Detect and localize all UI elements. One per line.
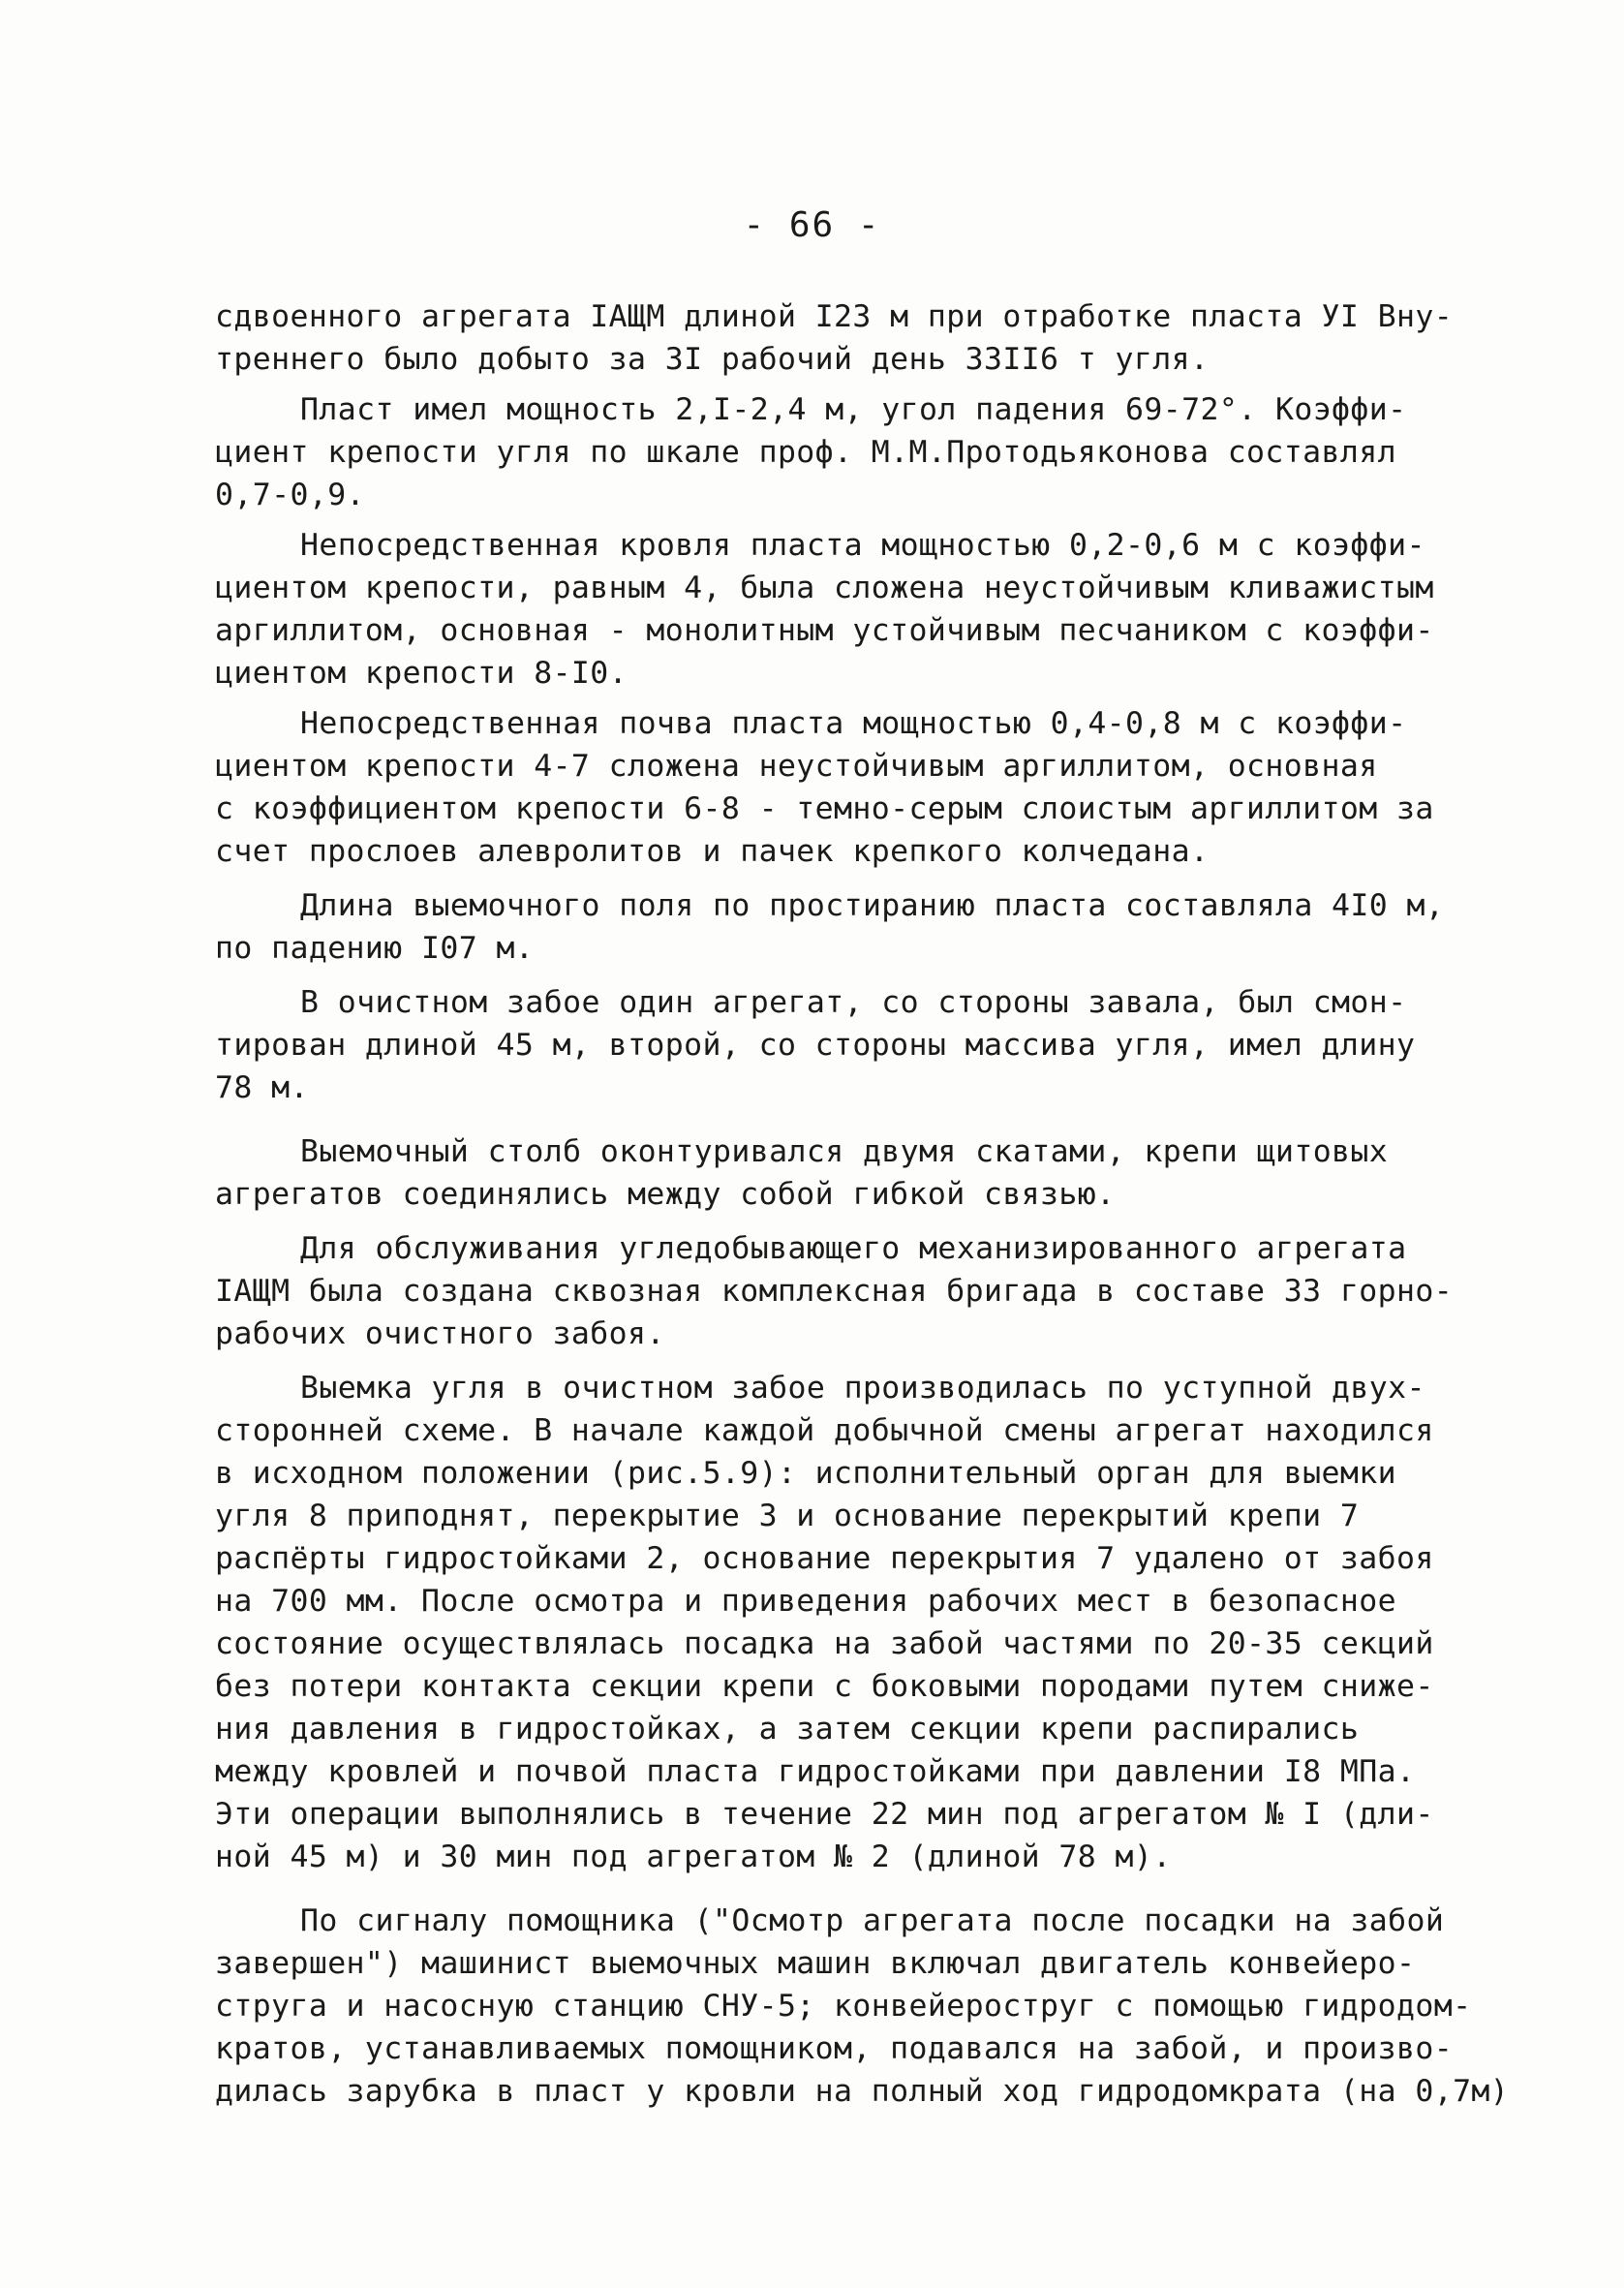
paragraph-start: Выемочный столб оконтуривался двумя скатами, крепи щитовых: [300, 1134, 1389, 1169]
text-line: с коэффициентом крепости 6-8 - темно-серым слоистым аргиллитом за: [215, 791, 1434, 826]
text-line: по падению I07 м.: [215, 931, 535, 966]
text-line: 0,7-0,9.: [215, 478, 365, 512]
text-line: кратов, устанавливаемых помощником, подавался на забой, и произво-: [215, 2031, 1454, 2066]
text-line: счет прослоев алевролитов и пачек крепкого колчедана.: [215, 834, 1210, 869]
text-line: сторонней схеме. В начале каждой добычной смены агрегат находился: [215, 1413, 1434, 1448]
text-line: дилась зарубка в пласт у кровли на полный ход гидродомкрата (на 0,7м): [215, 2074, 1510, 2109]
text-body: [215, 295, 1510, 2113]
text-line: треннего было добыто за 3I рабочий день 33II6 т угля.: [215, 342, 1210, 377]
paragraph-start: В очистном забое один агрегат, со стороны завала, был смон-: [300, 985, 1407, 1020]
text-line: завершен") машинист выемочных машин включал двигатель конвейеро-: [215, 1946, 1416, 1981]
text-line: состояние осуществлялась посадка на забой частями по 20-35 секций: [215, 1626, 1434, 1661]
text-line: агрегатов соединялись между собой гибкой связью.: [215, 1177, 1116, 1212]
paragraph-start: Выемка угля в очистном забое производилась по уступной двух-: [300, 1371, 1425, 1406]
paragraph-start: Длина выемочного поля по простиранию пласта составляла 4I0 м,: [300, 888, 1445, 923]
text-line: циентом крепости, равным 4, была сложена неустойчивым кливажистым: [215, 571, 1434, 605]
text-line: ной 45 м) и 30 мин под агрегатом № 2 (длиной 78 м).: [215, 1840, 1172, 1874]
text-line: циент крепости угля по шкале проф. М.М.Протодьяконова составлял: [215, 435, 1396, 470]
text-line: между кровлей и почвой пласта гидростойками при давлении I8 МПа.: [215, 1754, 1416, 1789]
text-line: ния давления в гидростойках, а затем секции крепи распирались: [215, 1712, 1360, 1747]
text-line: распёрты гидростойками 2, основание перекрытия 7 удалено от забоя: [215, 1541, 1434, 1576]
text-line: циентом крепости 8-I0.: [215, 656, 628, 691]
paragraph-start: Непосредственная кровля пласта мощностью 0,2-0,6 м с коэффи-: [300, 528, 1425, 563]
text-line: рабочих очистного забоя.: [215, 1316, 665, 1351]
text-line: на 700 мм. После осмотра и приведения рабочих мест в безопасное: [215, 1584, 1396, 1619]
page-number: - 66 -: [743, 205, 881, 245]
text-line: угля 8 приподнят, перекрытие 3 и основание перекрытий крепи 7: [215, 1499, 1360, 1533]
text-line: сдвоенного агрегата IАЩМ длиной I23 м при отработке пласта УI Вну-: [215, 299, 1454, 334]
paragraph-start: Непосредственная почва пласта мощностью 0,4-0,8 м с коэффи-: [300, 706, 1407, 741]
text-line: струга и насосную станцию СНУ-5; конвейероструг с помощью гидродом-: [215, 1989, 1472, 2024]
text-line: аргиллитом, основная - монолитным устойчивым песчаником с коэффи-: [215, 613, 1434, 648]
text-line: тирован длиной 45 м, второй, со стороны массива угля, имел длину: [215, 1028, 1416, 1063]
text-line: IАЩМ была создана сквозная комплексная бригада в составе 33 горно-: [215, 1274, 1454, 1309]
paragraph-start: Пласт имел мощность 2,I-2,4 м, угол падения 69-72°. Коэффи-: [300, 392, 1407, 427]
text-line: циентом крепости 4-7 сложена неустойчивым аргиллитом, основная: [215, 749, 1378, 784]
text-line: Эти операции выполнялись в течение 22 мин под агрегатом № I (дли-: [215, 1797, 1434, 1832]
text-line: в исходном положении (рис.5.9): исполнительный орган для выемки: [215, 1456, 1396, 1491]
text-line: 78 м.: [215, 1070, 309, 1105]
paragraph-start: По сигналу помощника ("Осмотр агрегата после посадки на забой: [300, 1903, 1445, 1938]
paragraph-start: Для обслуживания угледобывающего механизированного агрегата: [300, 1231, 1407, 1266]
text-line: без потери контакта секции крепи с боковыми породами путем сниже-: [215, 1669, 1434, 1704]
